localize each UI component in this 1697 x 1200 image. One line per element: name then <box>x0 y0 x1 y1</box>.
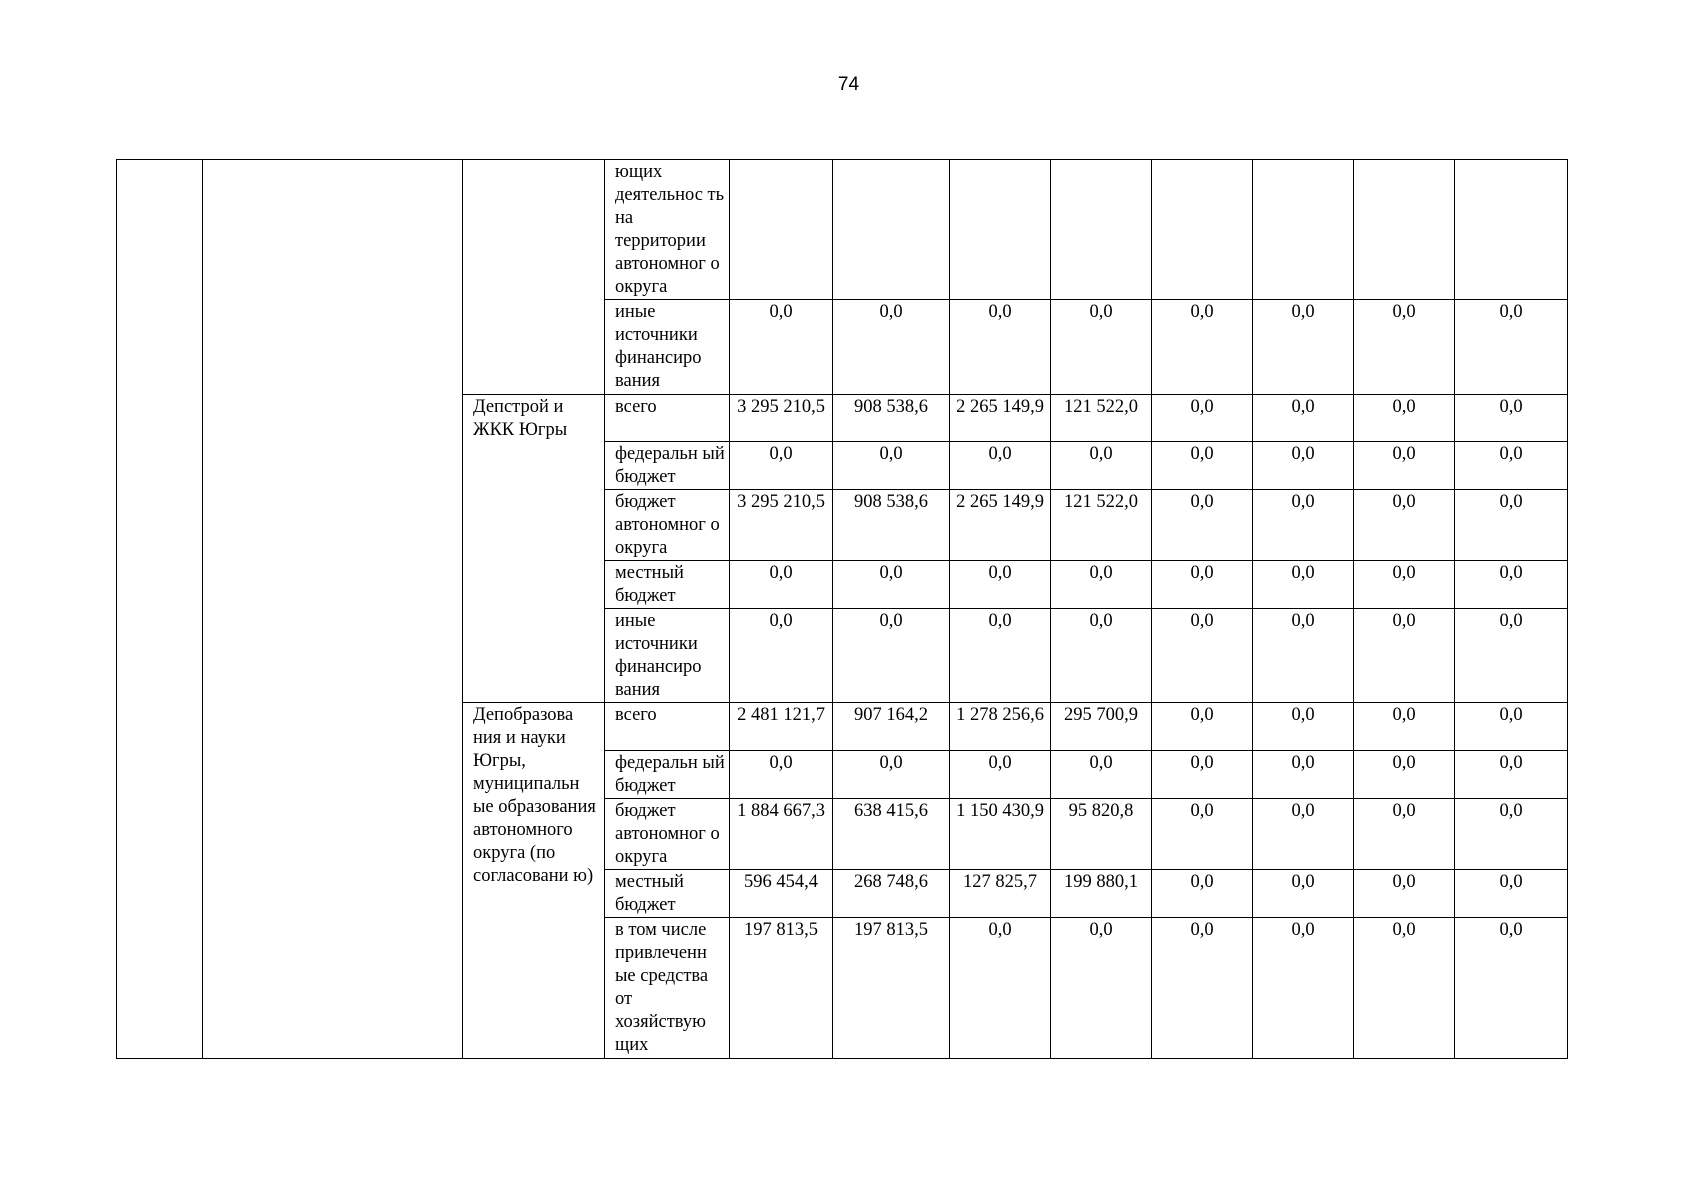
value-cell: 0,0 <box>833 442 950 490</box>
value-cell: 0,0 <box>1354 561 1455 609</box>
source-cell: ющих деятельнос ть на территории автономног о округа <box>605 160 730 300</box>
value-cell: 0,0 <box>1152 870 1253 918</box>
value-cell: 0,0 <box>1253 918 1354 1059</box>
value-cell: 0,0 <box>1253 561 1354 609</box>
value-cell: 2 481 121,7 <box>730 703 833 751</box>
value-cell: 3 295 210,5 <box>730 490 833 561</box>
value-cell: 0,0 <box>1253 799 1354 870</box>
budget-table <box>116 159 1568 1059</box>
value-cell: 0,0 <box>1152 609 1253 703</box>
value-cell: 197 813,5 <box>730 918 833 1059</box>
value-cell: 0,0 <box>1051 609 1152 703</box>
source-cell: местный бюджет <box>605 870 730 918</box>
value-cell: 0,0 <box>1354 870 1455 918</box>
value-cell: 0,0 <box>1051 751 1152 799</box>
value-cell: 0,0 <box>1253 609 1354 703</box>
value-cell: 0,0 <box>1354 490 1455 561</box>
executor-cell: Депобразова ния и науки Югры, муниципальн ые образования автономного округа (по согласовани ю) <box>463 703 605 1059</box>
value-cell: 0,0 <box>730 442 833 490</box>
row-number-cell <box>117 160 203 1059</box>
value-cell: 0,0 <box>730 561 833 609</box>
value-cell <box>1051 160 1152 300</box>
value-cell: 0,0 <box>950 300 1051 395</box>
value-cell: 0,0 <box>1051 561 1152 609</box>
value-cell <box>833 160 950 300</box>
value-cell: 0,0 <box>1354 918 1455 1059</box>
page-number: 74 <box>837 74 860 95</box>
value-cell: 0,0 <box>1354 442 1455 490</box>
value-cell: 0,0 <box>1455 799 1568 870</box>
value-cell: 121 522,0 <box>1051 490 1152 561</box>
value-cell: 0,0 <box>1152 442 1253 490</box>
value-cell: 0,0 <box>1253 703 1354 751</box>
value-cell: 268 748,6 <box>833 870 950 918</box>
value-cell: 0,0 <box>1455 442 1568 490</box>
value-cell: 0,0 <box>1152 561 1253 609</box>
value-cell: 0,0 <box>1455 918 1568 1059</box>
value-cell <box>1253 160 1354 300</box>
value-cell: 596 454,4 <box>730 870 833 918</box>
value-cell <box>1354 160 1455 300</box>
value-cell: 121 522,0 <box>1051 395 1152 442</box>
value-cell: 0,0 <box>1455 870 1568 918</box>
value-cell: 0,0 <box>1152 751 1253 799</box>
value-cell: 0,0 <box>730 751 833 799</box>
value-cell: 3 295 210,5 <box>730 395 833 442</box>
value-cell: 908 538,6 <box>833 395 950 442</box>
value-cell: 0,0 <box>950 751 1051 799</box>
value-cell: 0,0 <box>730 300 833 395</box>
value-cell: 0,0 <box>730 609 833 703</box>
value-cell: 1 150 430,9 <box>950 799 1051 870</box>
value-cell: 0,0 <box>1455 609 1568 703</box>
value-cell: 127 825,7 <box>950 870 1051 918</box>
value-cell: 0,0 <box>1152 703 1253 751</box>
value-cell: 0,0 <box>1354 300 1455 395</box>
value-cell: 907 164,2 <box>833 703 950 751</box>
value-cell: 2 265 149,9 <box>950 490 1051 561</box>
value-cell: 197 813,5 <box>833 918 950 1059</box>
value-cell: 0,0 <box>1152 300 1253 395</box>
value-cell: 0,0 <box>833 561 950 609</box>
value-cell: 0,0 <box>1455 490 1568 561</box>
source-cell: федеральн ый бюджет <box>605 751 730 799</box>
value-cell: 908 538,6 <box>833 490 950 561</box>
value-cell: 0,0 <box>1051 442 1152 490</box>
table-row <box>117 160 1568 300</box>
value-cell: 0,0 <box>1253 490 1354 561</box>
value-cell <box>950 160 1051 300</box>
value-cell: 0,0 <box>1253 442 1354 490</box>
source-cell: иные источники финансиро вания <box>605 609 730 703</box>
value-cell: 0,0 <box>1354 609 1455 703</box>
source-cell: бюджет автономног о округа <box>605 799 730 870</box>
value-cell: 0,0 <box>1051 918 1152 1059</box>
value-cell: 0,0 <box>833 300 950 395</box>
source-cell: в том числе привлеченн ые средства от хозяйствую щих <box>605 918 730 1059</box>
value-cell: 0,0 <box>1455 561 1568 609</box>
value-cell: 0,0 <box>833 751 950 799</box>
value-cell: 0,0 <box>1253 300 1354 395</box>
value-cell: 0,0 <box>950 561 1051 609</box>
executor-cell-continued <box>463 160 605 395</box>
value-cell: 1 278 256,6 <box>950 703 1051 751</box>
value-cell: 0,0 <box>1051 300 1152 395</box>
value-cell: 0,0 <box>1354 703 1455 751</box>
value-cell: 0,0 <box>1152 490 1253 561</box>
source-cell: всего <box>605 395 730 442</box>
value-cell: 295 700,9 <box>1051 703 1152 751</box>
value-cell: 0,0 <box>1354 751 1455 799</box>
value-cell: 0,0 <box>1455 395 1568 442</box>
value-cell: 0,0 <box>1152 799 1253 870</box>
value-cell: 1 884 667,3 <box>730 799 833 870</box>
value-cell: 0,0 <box>1253 870 1354 918</box>
value-cell: 0,0 <box>1253 751 1354 799</box>
value-cell: 95 820,8 <box>1051 799 1152 870</box>
value-cell: 2 265 149,9 <box>950 395 1051 442</box>
source-cell: бюджет автономног о округа <box>605 490 730 561</box>
value-cell <box>1455 160 1568 300</box>
source-cell: местный бюджет <box>605 561 730 609</box>
value-cell: 0,0 <box>1152 395 1253 442</box>
value-cell: 638 415,6 <box>833 799 950 870</box>
activity-name-cell <box>203 160 463 1059</box>
source-cell: всего <box>605 703 730 751</box>
value-cell: 0,0 <box>833 609 950 703</box>
value-cell: 0,0 <box>1253 395 1354 442</box>
source-cell: иные источники финансиро вания <box>605 300 730 395</box>
value-cell <box>730 160 833 300</box>
value-cell: 0,0 <box>1354 395 1455 442</box>
value-cell: 0,0 <box>1455 300 1568 395</box>
value-cell: 0,0 <box>950 609 1051 703</box>
value-cell: 0,0 <box>1152 918 1253 1059</box>
value-cell: 0,0 <box>950 918 1051 1059</box>
value-cell: 0,0 <box>950 442 1051 490</box>
value-cell <box>1152 160 1253 300</box>
value-cell: 0,0 <box>1455 751 1568 799</box>
source-cell: федеральн ый бюджет <box>605 442 730 490</box>
value-cell: 0,0 <box>1455 703 1568 751</box>
value-cell: 199 880,1 <box>1051 870 1152 918</box>
value-cell: 0,0 <box>1354 799 1455 870</box>
executor-cell: Депстрой и ЖКК Югры <box>463 395 605 703</box>
